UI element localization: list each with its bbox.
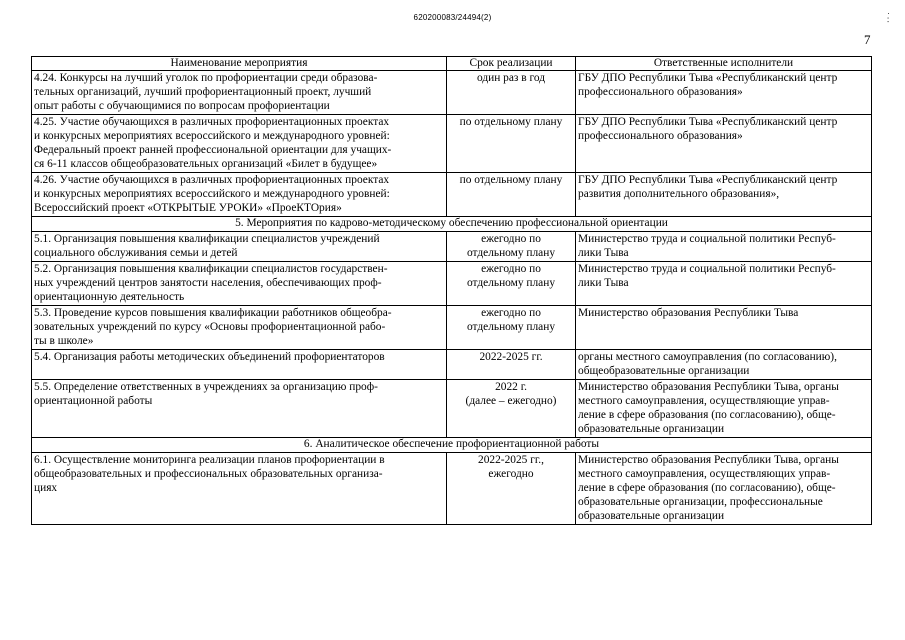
table-header-row — [32, 57, 872, 71]
header-executors: Ответственные исполнители — [576, 57, 872, 71]
row-4-26-term: по отдельному плану — [447, 173, 576, 217]
row-4-26-executor: ГБУ ДПО Республики Тыва «Республиканский центр развития дополнительного образования», — [576, 173, 872, 217]
row-4-26-name: 4.26. Участие обучающихся в различных профориентационных проектах и конкурсных мероприятиях всероссийского и международного уровней: Всероссийский проект «ОТКРЫТЫЕ УРОКИ» «ПроеКТОрия» — [32, 173, 447, 217]
row-5-1-executor: Министерство труда и социальной политики Респуб- лики Тыва — [576, 232, 872, 262]
table-row — [32, 232, 872, 262]
events-table — [31, 56, 872, 525]
table-row — [32, 173, 872, 217]
section-row — [32, 438, 872, 453]
row-5-3-term: ежегодно по отдельному плану — [447, 306, 576, 350]
header-event-name: Наименование мероприятия — [32, 57, 447, 71]
row-5-1-name: 5.1. Организация повышения квалификации специалистов учреждений социального обслуживания семьи и детей — [32, 232, 447, 262]
table-row — [32, 453, 872, 525]
row-5-5-name: 5.5. Определение ответственных в учреждениях за организацию проф- ориентационной работы — [32, 380, 447, 438]
table-row — [32, 71, 872, 115]
document-id: 620200083/24494(2) — [413, 13, 492, 22]
row-4-25-name: 4.25. Участие обучающихся в различных профориентационных проектах и конкурсных мероприятиях всероссийского и международного уровней: Федеральный проект ранней профессиональной ориентации для учащих- ся 6-11 классов общеобразовательных организаций «Билет в будущее» — [32, 115, 447, 173]
row-5-3-executor: Министерство образования Республики Тыва — [576, 306, 872, 350]
row-5-2-name: 5.2. Организация повышения квалификации специалистов государствен- ных учреждений центров занятости населения, обеспечивающих проф- ориентационную деятельность — [32, 262, 447, 306]
row-4-24-executor: ГБУ ДПО Республики Тыва «Республиканский центр профессионального образования» — [576, 71, 872, 115]
section-6-title: 6. Аналитическое обеспечение профориентационной работы — [32, 438, 872, 453]
row-4-24-term: один раз в год — [447, 71, 576, 115]
row-5-4-executor: органы местного самоуправления (по согласованию), общеобразовательные организации — [576, 350, 872, 380]
row-5-2-executor: Министерство труда и социальной политики Респуб- лики Тыва — [576, 262, 872, 306]
row-4-25-executor: ГБУ ДПО Республики Тыва «Республиканский центр профессионального образования» — [576, 115, 872, 173]
corner-mark: · ∶ — [887, 8, 890, 25]
row-5-4-name: 5.4. Организация работы методических объединений профориентаторов — [32, 350, 447, 380]
table-row — [32, 115, 872, 173]
row-5-3-name: 5.3. Проведение курсов повышения квалификации работников общеобра- зовательных учреждений по курсу «Основы профориентационной рабо- ты в школе» — [32, 306, 447, 350]
row-6-1-name: 6.1. Осуществление мониторинга реализации планов профориентации в общеобразовательных и профессиональных образовательных организа- циях — [32, 453, 447, 525]
table-row — [32, 306, 872, 350]
row-5-5-term: 2022 г. (далее – ежегодно) — [447, 380, 576, 438]
row-5-4-term: 2022-2025 гг. — [447, 350, 576, 380]
page-number: 7 — [864, 32, 871, 47]
header-term: Срок реализации — [447, 57, 576, 71]
row-5-1-term: ежегодно по отдельному плану — [447, 232, 576, 262]
row-6-1-executor: Министерство образования Республики Тыва, органы местного самоуправления, осуществляющих управ- ление в сфере образования (по согласованию), обще- образовательные организации, профессиональные образовательные организации — [576, 453, 872, 525]
section-5-title: 5. Мероприятия по кадрово-методическому обеспечению профессиональной ориентации — [32, 217, 872, 232]
row-4-24-name: 4.24. Конкурсы на лучший уголок по профориентации среди образова- тельных организаций, лучший профориентационный проект, лучший опыт работы с обучающимися по вопросам профориентации — [32, 71, 447, 115]
table-row — [32, 380, 872, 438]
section-row — [32, 217, 872, 232]
table-row — [32, 350, 872, 380]
row-6-1-term: 2022-2025 гг., ежегодно — [447, 453, 576, 525]
row-4-25-term: по отдельному плану — [447, 115, 576, 173]
table-row — [32, 262, 872, 306]
row-5-5-executor: Министерство образования Республики Тыва, органы местного самоуправления, осуществляющие управ- ление в сфере образования (по согласованию), обще- образовательные организации — [576, 380, 872, 438]
row-5-2-term: ежегодно по отдельному плану — [447, 262, 576, 306]
